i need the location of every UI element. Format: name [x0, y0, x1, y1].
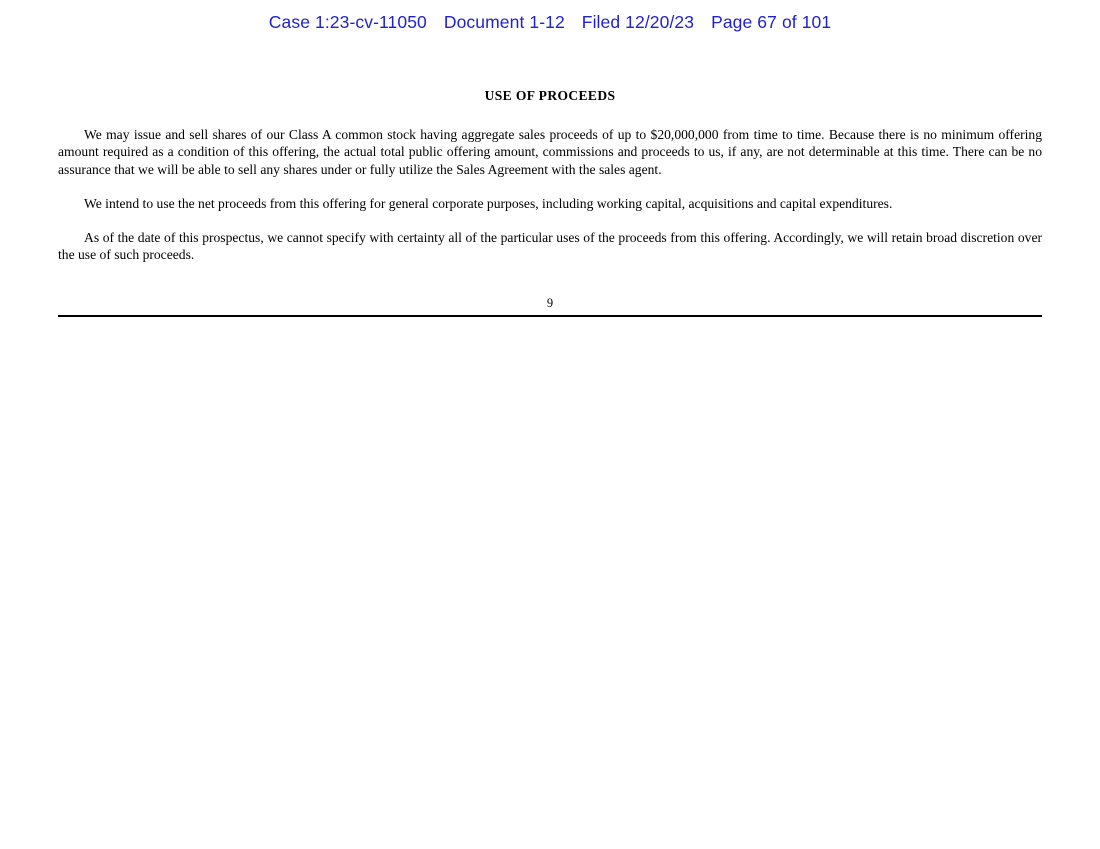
stamp-case-number: Case 1:23-cv-11050	[268, 12, 427, 32]
section-heading: USE OF PROCEEDS	[484, 88, 616, 103]
body-paragraph: We may issue and sell shares of our Class A common stock having aggregate sales proceeds of up to $20,000,000 from time to time. Because there is no minimum offering amount required as a condition of this offering, the actual total public offering amount, commissions and proceeds to us, if any, are not determinable at this time. There can be no assurance that we will be able to sell any shares under or fully utilize the Sales Agreement with the sales agent.	[58, 127, 1042, 177]
stamp-page-label: Page 67 of 101	[711, 12, 832, 32]
page-number: 9	[546, 296, 554, 310]
stamp-filed-date: Filed 12/20/23	[581, 12, 695, 32]
body-paragraph: As of the date of this prospectus, we cannot specify with certainty all of the particular uses of the proceeds from this offering. Accordingly, we will retain broad discretion over the use of such proceeds.	[58, 230, 1042, 263]
document-body	[58, 88, 1042, 281]
court-filing-stamp	[0, 12, 1100, 33]
body-paragraph: We intend to use the net proceeds from this offering for general corporate purposes, including working capital, acquisitions and capital expenditures.	[84, 195, 893, 211]
footer-divider	[58, 315, 1042, 317]
stamp-document-number: Document 1-12	[443, 12, 565, 32]
